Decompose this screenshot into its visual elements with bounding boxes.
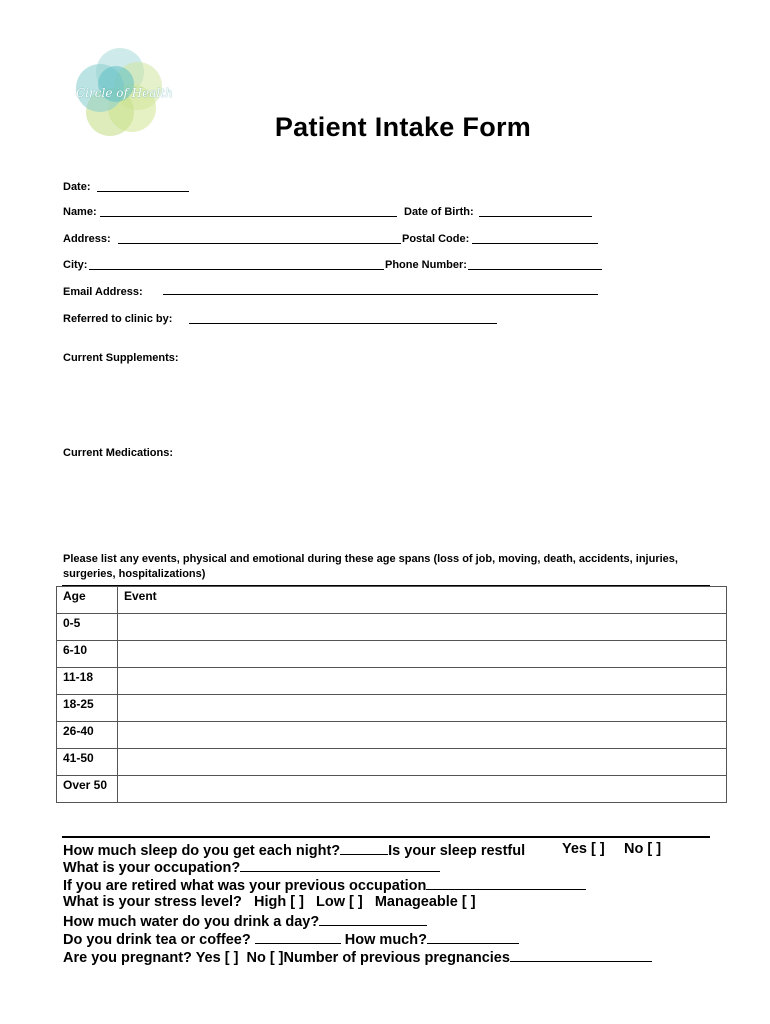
tea-label: Do you drink tea or coffee? [63, 932, 251, 948]
age-header: Age [57, 587, 118, 614]
tea-blank[interactable] [255, 930, 341, 944]
pregnant-label: Are you pregnant? [63, 950, 192, 966]
age-cell: 11-18 [57, 668, 118, 695]
question-retired [63, 876, 586, 894]
table-row [57, 695, 727, 722]
event-cell[interactable] [118, 668, 727, 695]
referred-line[interactable] [189, 323, 497, 324]
pregnant-yes-option[interactable]: Yes [ ] [195, 950, 239, 966]
water-blank[interactable] [319, 912, 427, 926]
table-row [57, 614, 727, 641]
stress-high-option[interactable]: High [ ] [254, 894, 304, 910]
pregnancies-label: Number of previous pregnancies [283, 950, 510, 966]
sleep-label: How much sleep do you get each night? [63, 843, 341, 859]
age-cell: 6-10 [57, 641, 118, 668]
dob-label: Date of Birth: [404, 206, 474, 218]
sleep-blank[interactable] [340, 841, 388, 855]
event-cell[interactable] [118, 749, 727, 776]
supplements-label: Current Supplements: [63, 352, 179, 364]
event-cell[interactable] [118, 722, 727, 749]
name-line[interactable] [100, 216, 397, 217]
question-occupation [63, 858, 440, 876]
divider [62, 836, 710, 838]
dob-line[interactable] [479, 216, 592, 217]
question-sleep [63, 841, 525, 859]
logo-text: Circle of Health [76, 86, 173, 100]
events-table [56, 586, 727, 803]
age-cell: 41-50 [57, 749, 118, 776]
age-cell: Over 50 [57, 776, 118, 803]
postal-code-label: Postal Code: [402, 233, 470, 245]
table-row [57, 641, 727, 668]
age-cell: 18-25 [57, 695, 118, 722]
medications-label: Current Medications: [63, 447, 174, 459]
occupation-blank[interactable] [240, 858, 440, 872]
table-row [57, 668, 727, 695]
address-label: Address: [63, 233, 111, 245]
date-label: Date: [63, 181, 91, 193]
restful-no-option[interactable]: No [ ] [624, 841, 662, 857]
phone-line[interactable] [468, 269, 602, 270]
events-intro: Please list any events, physical and emotional during these age spans (loss of job, moving, death, accidents, injuries, surgeries, hospitalizations) [63, 553, 678, 580]
page-title: Patient Intake Form [274, 112, 532, 142]
stress-manageable-option[interactable]: Manageable [ ] [374, 894, 476, 910]
retired-label: If you are retired what was your previous occupation [63, 878, 427, 894]
city-label: City: [63, 259, 88, 271]
retired-blank[interactable] [426, 876, 586, 890]
event-cell[interactable] [118, 614, 727, 641]
date-line[interactable] [97, 191, 189, 192]
email-label: Email Address: [63, 286, 143, 298]
age-cell: 0-5 [57, 614, 118, 641]
city-line[interactable] [89, 269, 384, 270]
postal-code-line[interactable] [472, 243, 598, 244]
event-cell[interactable] [118, 776, 727, 803]
email-line[interactable] [163, 294, 598, 295]
address-line[interactable] [118, 243, 401, 244]
water-label: How much water do you drink a day? [63, 914, 320, 930]
question-pregnant [63, 948, 652, 966]
table-row [57, 722, 727, 749]
how-much-label: How much? [344, 932, 427, 948]
question-tea-coffee [63, 930, 519, 948]
age-cell: 26-40 [57, 722, 118, 749]
table-row [57, 749, 727, 776]
event-header: Event [118, 587, 727, 614]
stress-label: What is your stress level? [63, 894, 242, 910]
referred-label: Referred to clinic by: [63, 313, 173, 325]
occupation-label: What is your occupation? [63, 860, 241, 876]
event-cell[interactable] [118, 641, 727, 668]
restful-label: Is your sleep restful [388, 843, 526, 859]
question-stress [63, 894, 476, 910]
name-label: Name: [63, 206, 97, 218]
event-cell[interactable] [118, 695, 727, 722]
pregnant-no-option[interactable]: No [ ] [246, 950, 284, 966]
table-row [57, 776, 727, 803]
stress-low-option[interactable]: Low [ ] [316, 894, 363, 910]
table-header-row [57, 587, 727, 614]
question-water [63, 912, 427, 930]
how-much-blank[interactable] [427, 930, 519, 944]
phone-label: Phone Number: [385, 259, 467, 271]
pregnancies-blank[interactable] [510, 948, 652, 962]
restful-yes-option[interactable]: Yes [ ] [562, 841, 605, 857]
